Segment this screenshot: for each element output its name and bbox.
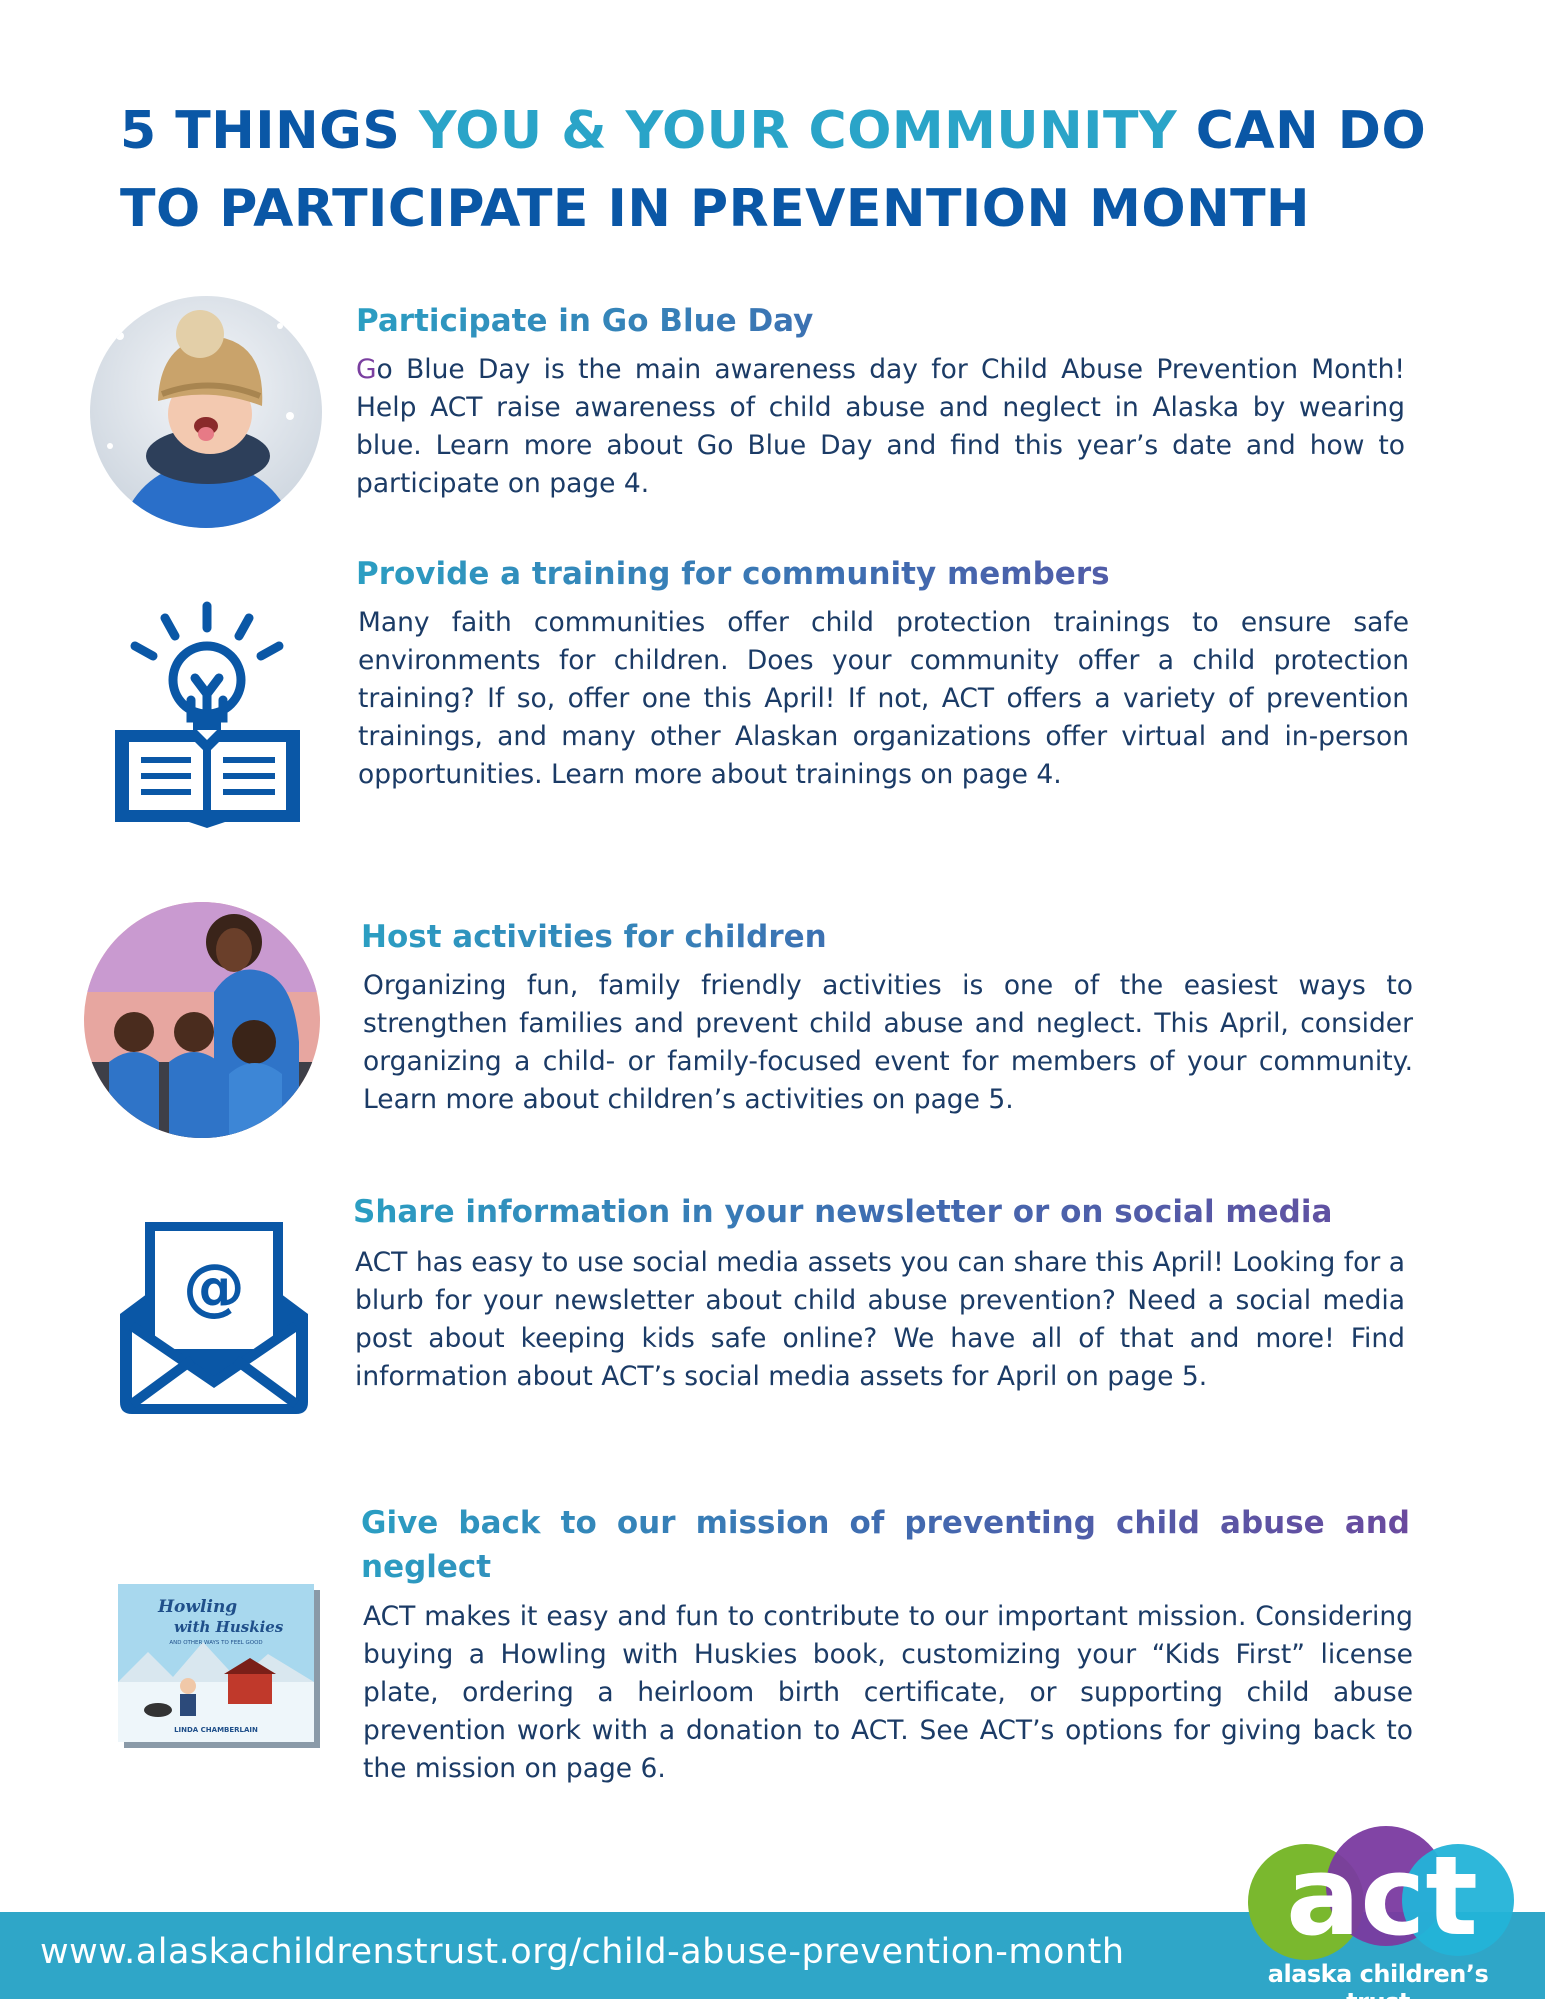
section-title-go-blue-day: Participate in Go Blue Day — [356, 299, 1406, 343]
child-in-snow-photo — [90, 296, 322, 528]
go-blue-body-text: o Blue Day is the main awareness day for Child Abuse Prevention Month! Help ACT raise awareness of child abuse and neglect in Alaska by wearing blue. Learn more about Go Blue Day and find this year’s date and how to participate on page 4. — [356, 354, 1405, 499]
act-logo-text: act — [1285, 1832, 1479, 1960]
book-subtitle: AND OTHER WAYS TO FEEL GOOD — [169, 1640, 263, 1646]
section-body-training: Many faith communities offer child protection trainings to ensure safe environments for children. Does your community offer a child protection training? If so, offer one this April! If not, ACT offers a variety of prevention trainings, and many other Alaskan organizations offer virtual and in-person opportunities. Learn more about trainings on page 4. — [358, 607, 1409, 790]
section-body-activities: Organizing fun, family friendly activities is one of the easiest ways to strengthen families and prevent child abuse and neglect. This April, consider organizing a child- or family-focused event for members of your community. Learn more about children’s activities on page 5. — [363, 970, 1413, 1115]
title-part1: 5 THINGS — [120, 101, 419, 161]
title-line2: TO PARTICIPATE IN PREVENTION MONTH — [120, 179, 1311, 239]
section-body-go-blue-day — [356, 351, 1405, 503]
title-accent: YOU & YOUR COMMUNITY — [418, 101, 1178, 161]
section-title-social-media: Share information in your newsletter or on social media — [353, 1190, 1453, 1234]
go-blue-first-letter: G — [356, 354, 377, 385]
page-title — [120, 92, 1500, 248]
book-title-line2: with Huskies — [174, 1618, 284, 1636]
section-title-activities: Host activities for children — [361, 915, 1411, 959]
title-part2: CAN DO — [1177, 101, 1427, 161]
section-body-give-back: ACT makes it easy and fun to contribute to our important mission. Considering buying a Howling with Huskies book, customizing your “Kids First” license plate, ordering a heirloom birth certificate, or supporting child abuse prevention work with a donation to ACT. See ACT’s options for giving back to the mission on page 6. — [363, 1601, 1413, 1784]
howling-with-huskies-book-image — [118, 1582, 324, 1752]
logo-caption: alaska children’s trust — [1267, 1960, 1489, 2016]
section-title-give-back: Give back to our mission of preventing child abuse and neglect — [361, 1501, 1410, 1589]
svg-text:@: @ — [183, 1250, 245, 1323]
children-activities-photo — [84, 902, 320, 1138]
footer-website-link[interactable]: www.alaskachildrenstrust.org/child-abuse-prevention-month — [40, 1932, 1125, 1972]
section-body-social-media: ACT has easy to use social media assets you can share this April! Looking for a blurb for your newsletter about child abuse prevention? Need a social media post about keeping kids safe online? We have all of that and more! Find information about ACT’s social media assets for April on page 5. — [355, 1247, 1405, 1392]
lightbulb-book-icon — [115, 600, 300, 828]
email-envelope-icon — [110, 1222, 318, 1418]
book-title-line1: Howling — [158, 1597, 238, 1617]
act-logo — [1236, 1822, 1516, 1962]
section-title-training: Provide a training for community members — [356, 552, 1406, 596]
book-author: LINDA CHAMBERLAIN — [174, 1726, 258, 1734]
